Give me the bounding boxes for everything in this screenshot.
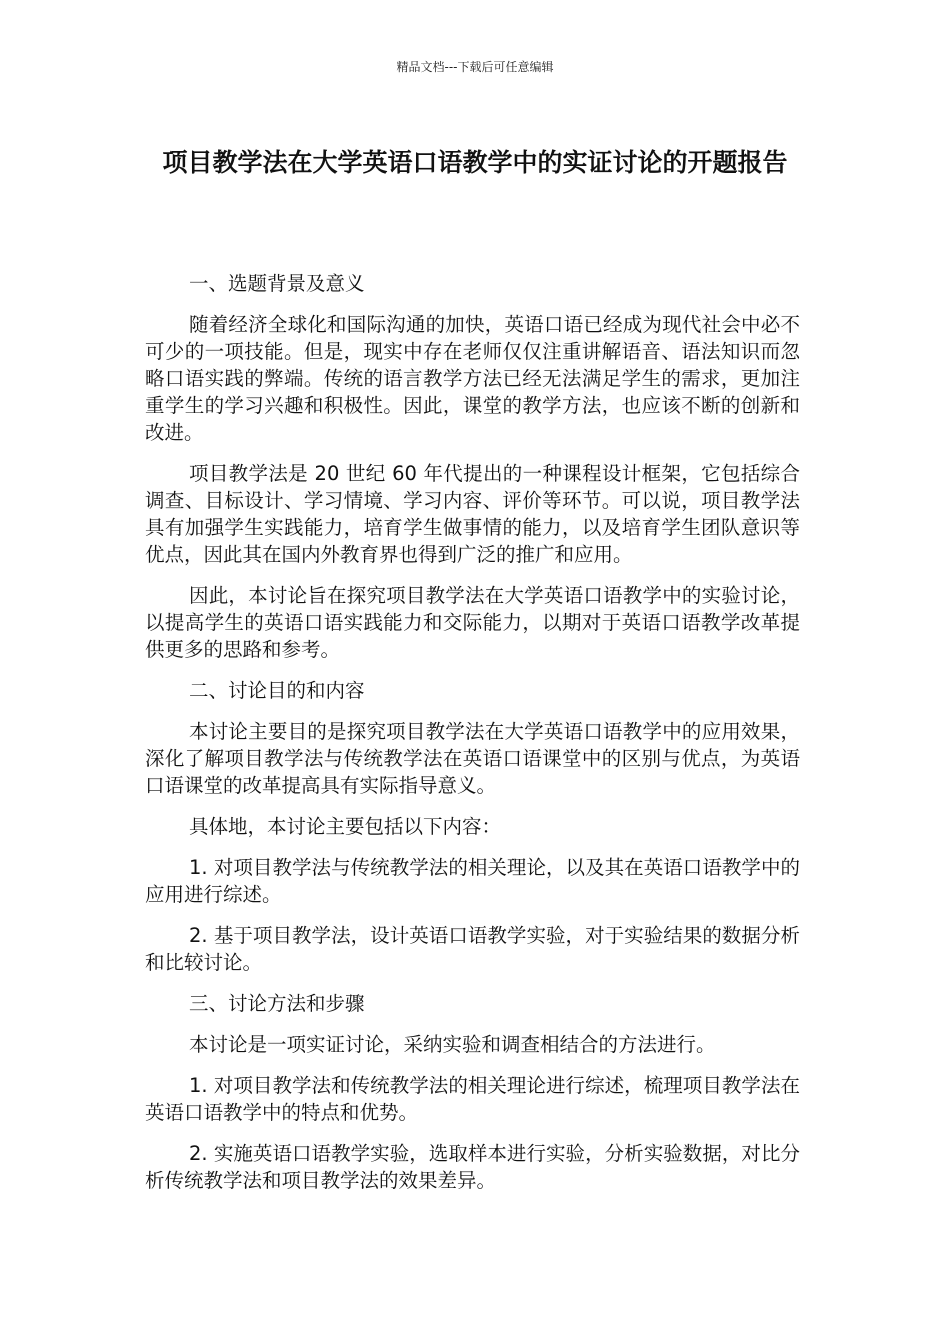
header-note: 精品文档---下载后可任意编辑 — [396, 60, 554, 74]
document-title: 项目教学法在大学英语口语教学中的实证讨论的开题报告 — [162, 148, 788, 177]
list-item: 2. 基于项目教学法，设计英语口语教学实验，对于实验结果的数据分析和比较讨论。 — [145, 924, 800, 974]
section-heading-background: 一、选题背景及意义 — [189, 272, 365, 295]
section-heading-purpose: 二、讨论目的和内容 — [189, 679, 365, 702]
paragraph: 因此，本讨论旨在探究项目教学法在大学英语口语教学中的实验讨论，以提高学生的英语口语实践能力和交际能力，以期对于英语口语教学改革提供更多的思路和参考。 — [145, 584, 800, 661]
paragraph: 项目教学法是 20 世纪 60 年代提出的一种课程设计框架，它包括综合调查、目标设计、学习情境、学习内容、评价等环节。可以说，项目教学法具有加强学生实践能力，培育学生做事情的能力，以及培育学生团队意识等优点，因此其在国内外教育界也得到广泛的推广和应用。 — [145, 462, 800, 566]
list-item: 1. 对项目教学法与传统教学法的相关理论，以及其在英语口语教学中的应用进行综述。 — [145, 856, 800, 906]
list-item: 2. 实施英语口语教学实验，选取样本进行实验，分析实验数据，对比分析传统教学法和项目教学法的效果差异。 — [145, 1142, 800, 1192]
paragraph: 随着经济全球化和国际沟通的加快，英语口语已经成为现代社会中必不可少的一项技能。但是，现实中存在老师仅仅注重讲解语音、语法知识而忽略口语实践的弊端。传统的语言教学方法已经无法满足学生的需求，更加注重学生的学习兴趣和积极性。因此，课堂的教学方法，也应该不断的创新和改进。 — [145, 313, 800, 444]
paragraph: 具体地，本讨论主要包括以下内容： — [189, 815, 502, 838]
document-body — [145, 270, 800, 1208]
section-heading-methods: 三、讨论方法和步骤 — [189, 992, 365, 1015]
paragraph: 本讨论是一项实证讨论，采纳实验和调查相结合的方法进行。 — [189, 1033, 716, 1056]
list-item: 1. 对项目教学法和传统教学法的相关理论进行综述，梳理项目教学法在英语口语教学中的特点和优势。 — [145, 1074, 800, 1124]
paragraph: 本讨论主要目的是探究项目教学法在大学英语口语教学中的应用效果，深化了解项目教学法与传统教学法在英语口语课堂中的区别与优点，为英语口语课堂的改革提高具有实际指导意义。 — [145, 720, 800, 797]
